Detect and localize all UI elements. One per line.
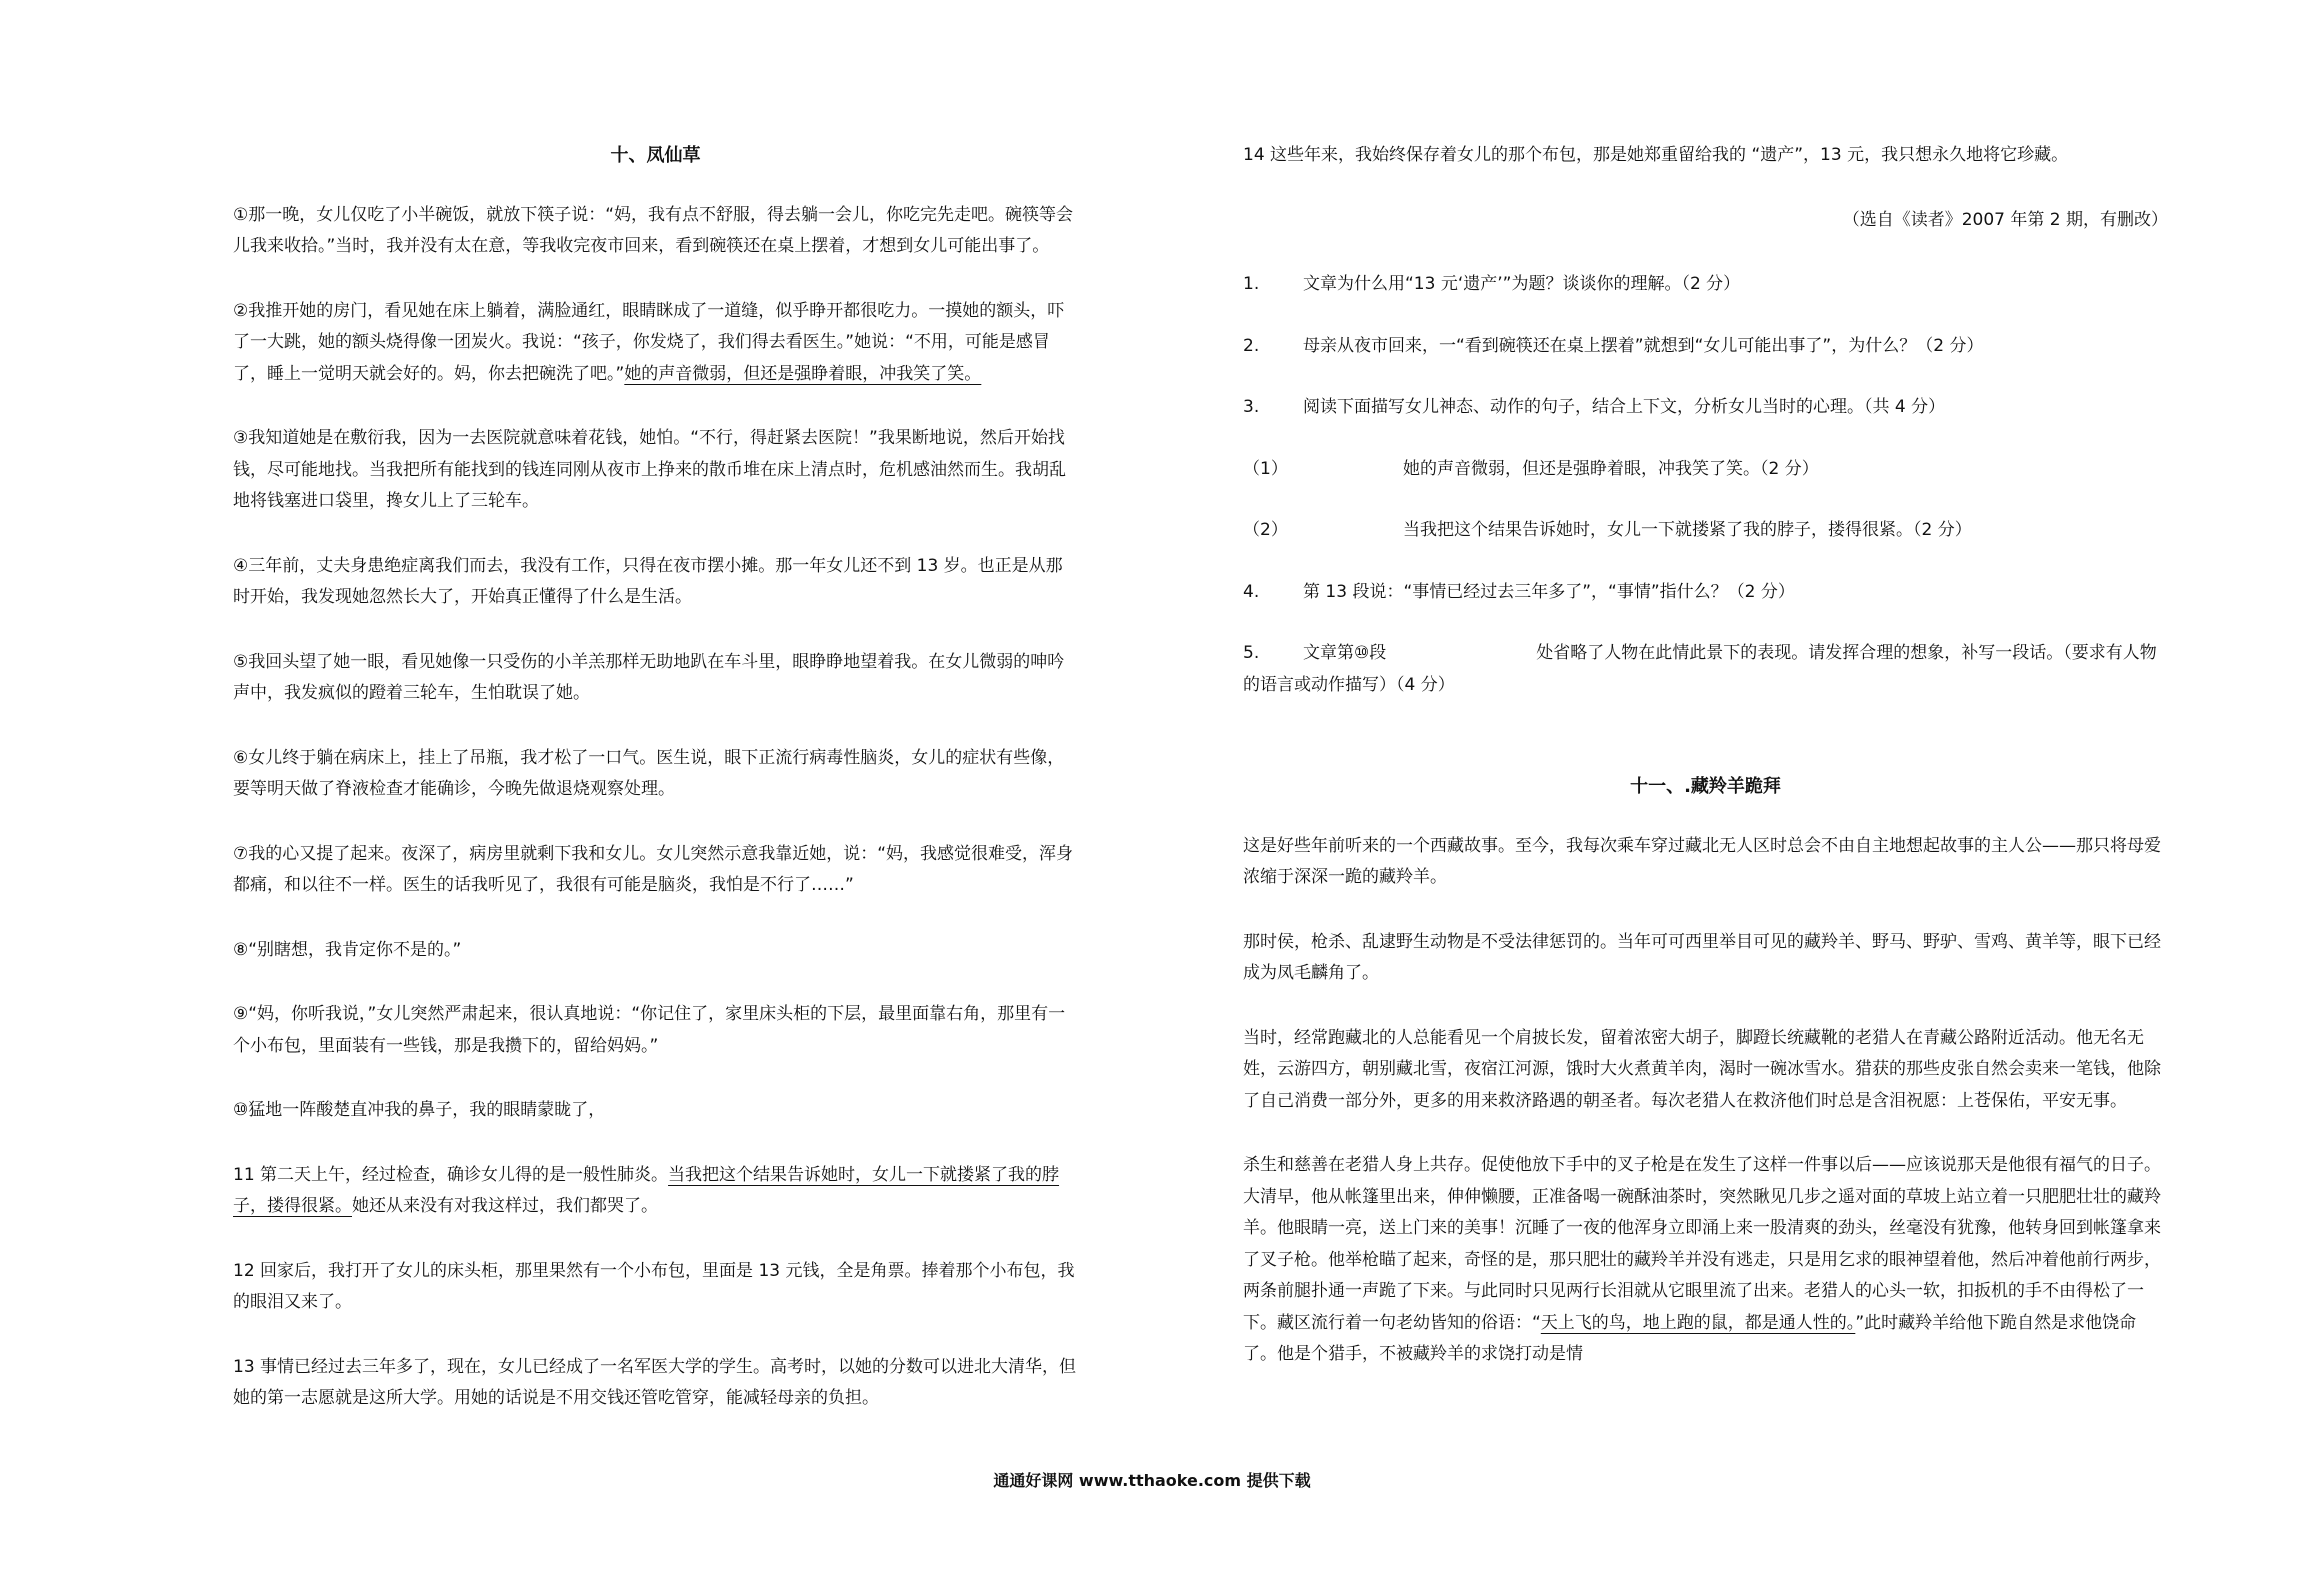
question-5-text-a: 文章第⑩段 [1303, 643, 1387, 663]
question-3-2 [1243, 515, 2168, 547]
paragraph-4: ④三年前，丈夫身患绝症离我们而去，我没有工作，只得在夜市摆小摊。那一年女儿还不到 13 岁。也正是从那时开始，我发现她忽然长大了，开始真正懂得了什么是生活。 [233, 555, 1063, 607]
underlined-sentence-2: 当我把这个结果告诉她时，女儿一下就搂紧了我的脖子，搂得很紧。 [233, 1164, 1060, 1216]
question-3 [1243, 392, 2168, 424]
source-citation: （选自《读者》2007 年第 2 期，有删改） [1842, 209, 2168, 230]
paragraph-6: ⑥女儿终于躺在病床上，挂上了吊瓶，我才松了一口气。医生说，眼下正流行病毒性脑炎，女儿的症状有些像，要等明天做了脊液检查才能确诊，今晚先做退烧观察处理。 [233, 747, 1065, 799]
question-3-1-text: 她的声音微弱，但还是强睁着眼，冲我笑了笑。（2 分） [1403, 458, 1819, 479]
paragraph-1: ①那一晚，女儿仅吃了小半碗饭，就放下筷子说：“妈，我有点不舒服，得去躺一会儿，你吃完先走吧。碗筷等会儿我来收拾。”当时，我并没有太在意，等我收完夜市回来，看到碗筷还在桌上摆着，才想到女儿可能出事了。 [233, 204, 1074, 256]
paragraph-8: ⑧“别瞎想，我肯定你不是的。” [233, 939, 462, 960]
question-1 [1243, 269, 2168, 301]
paragraph-11-text-c: 她还从来没有对我这样过，我们都哭了。 [352, 1196, 658, 1216]
story-paragraph-1: 这是好些年前听来的一个西藏故事。至今，我每次乘车穿过藏北无人区时总会不由自主地想起故事的主人公——那只将母爱浓缩于深深一跪的藏羚羊。 [1243, 835, 2161, 887]
story-paragraph-3: 当时，经常跑藏北的人总能看见一个肩披长发，留着浓密大胡子，脚蹬长统藏靴的老猎人在青藏公路附近活动。他无名无姓，云游四方，朝别藏北雪，夜宿江河源，饿时大火煮黄羊肉，渴时一碗冰雪水。猎获的那些皮张自然会卖来一笔钱，他除了自己消费一部分外，更多的用来救济路遇的朝圣者。每次老猎人在救济他们时总是含泪祝愿：上苍保佑，平安无事。 [1243, 1027, 2161, 1111]
paragraph-5: ⑤我回头望了她一眼，看见她像一只受伤的小羊羔那样无助地趴在车斗里，眼睁睁地望着我。在女儿微弱的呻吟声中，我发疯似的蹬着三轮车，生怕耽误了她。 [233, 651, 1065, 703]
question-3-text: 阅读下面描写女儿神态、动作的句子，结合上下文，分析女儿当时的心理。（共 4 分） [1303, 397, 1946, 417]
left-column [233, 140, 1078, 1448]
question-2-text: 母亲从夜市回来，一“看到碗筷还在桌上摆着”就想到“女儿可能出事了”，为什么？（2 分） [1303, 335, 1984, 356]
question-2-number: 2. [1243, 335, 1260, 356]
question-2 [1243, 331, 2168, 363]
story-paragraph-4-text-c: ”此时藏羚羊给他下跪自然是求他饶命了。他是个猎手，不被藏羚羊的求饶打动是情 [1243, 1312, 2137, 1364]
question-5 [1243, 638, 2168, 701]
question-5-text-b: 处省略了人物在此情此景下的表现。请发挥合理的想象，补写一段话。（要求有人物的语言或动作描写）（4 分） [1243, 643, 2157, 695]
question-4-number: 4. [1243, 581, 1260, 602]
question-4 [1243, 577, 2168, 609]
section-title-zanglingyang: 十一、.藏羚羊跪拜 [1630, 776, 1781, 797]
story-paragraph-4 [1243, 1150, 2168, 1371]
story-paragraph-2: 那时侯，枪杀、乱逮野生动物是不受法律惩罚的。当年可可西里举目可见的藏羚羊、野马、野驴、雪鸡、黄羊等，眼下已经成为凤毛麟角了。 [1243, 931, 2161, 983]
question-1-text: 文章为什么用“13 元‘遗产’”为题？谈谈你的理解。（2 分） [1303, 274, 1741, 294]
paragraph-13: 13 事情已经过去三年多了，现在，女儿已经成了一名军医大学的学生。高考时，以她的分数可以进北大清华，但她的第一志愿就是这所大学。用她的话说是不用交钱还管吃管穿，能减轻母亲的负担。 [233, 1356, 1077, 1408]
paragraph-11 [233, 1160, 1078, 1223]
paragraph-2-text: ②我推开她的房门，看见她在床上躺着，满脸通红，眼睛眯成了一道缝，似乎睁开都很吃力。一摸她的额头，吓了一大跳，她的额头烧得像一团炭火。我说：“孩子，你发烧了，我们得去看医生。”她说：“不用，可能是感冒了，睡上一觉明天就会好的。妈，你去把碗洗了吧。” [233, 300, 1065, 384]
question-3-1-number: （1） [1243, 458, 1288, 479]
paragraph-12: 12 回家后，我打开了女儿的床头柜，那里果然有一个小布包，里面是 13 元钱，全是角票。捧着那个小布包，我的眼泪又来了。 [233, 1260, 1075, 1312]
question-5-number: 5. [1243, 643, 1260, 663]
paragraph-7: ⑦我的心又提了起来。夜深了，病房里就剩下我和女儿。女儿突然示意我靠近她，说：“妈，我感觉很难受，浑身都痛，和以往不一样。医生的话我听见了，我很有可能是脑炎，我怕是不行了……” [233, 843, 1074, 895]
section-title-fengxiancao: 十、凤仙草 [610, 145, 701, 166]
question-1-number: 1. [1243, 274, 1260, 294]
story-paragraph-4-text-a: 杀生和慈善在老猎人身上共存。促使他放下手中的叉子枪是在发生了这样一件事以后——应该说那天是他很有福气的日子。大清早，他从帐篷里出来，伸伸懒腰，正准备喝一碗酥油茶时，突然瞅见几步之遥对面的草坡上站立着一只肥肥壮壮的藏羚羊。他眼睛一亮，送上门来的美事！沉睡了一夜的他浑身立即涌上来一股清爽的劲头，丝毫没有犹豫，他转身回到帐篷拿来了叉子枪。他举枪瞄了起来，奇怪的是，那只肥壮的藏羚羊并没有逃走，只是用乞求的眼神望着他，然后冲着他前行两步，两条前腿扑通一声跪了下来。与此同时只见两行长泪就从它眼里流了出来。老猎人的心头一软，扣扳机的手不由得松了一下。藏区流行着一句老幼皆知的俗语：“ [1243, 1155, 2161, 1333]
question-3-number: 3. [1243, 397, 1260, 417]
question-4-text: 第 13 段说：“事情已经过去三年多了”，“事情”指什么？（2 分） [1303, 581, 1795, 602]
paragraph-2 [233, 296, 1078, 391]
page-footer: 通通好课网 www.tthaoke.com 提供下载 [993, 1471, 1311, 1490]
underlined-sentence-1: 她的声音微弱，但还是强睁着眼，冲我笑了笑。 [624, 363, 982, 384]
paragraph-11-text-a: 11 第二天上午，经过检查，确诊女儿得的是一般性肺炎。 [233, 1164, 669, 1185]
paragraph-10: ⑩猛地一阵酸楚直冲我的鼻子，我的眼睛蒙眬了， [233, 1100, 606, 1120]
question-3-1 [1243, 454, 2168, 486]
question-3-2-text: 当我把这个结果告诉她时，女儿一下就搂紧了我的脖子，搂得很紧。（2 分） [1403, 520, 1972, 540]
paragraph-14: 14 这些年来，我始终保存着女儿的那个布包，那是她郑重留给我的 “遗产”，13 元，我只想永久地将它珍藏。 [1243, 145, 2069, 165]
question-3-2-number: （2） [1243, 520, 1288, 540]
paragraph-3: ③我知道她是在敷衍我，因为一去医院就意味着花钱，她怕。“不行，得赶紧去医院！”我果断地说，然后开始找钱，尽可能地找。当我把所有能找到的钱连同刚从夜市上挣来的散币堆在床上清点时，危机感油然而生。我胡乱地将钱塞进口袋里，搀女儿上了三轮车。 [233, 428, 1066, 511]
underlined-proverb: 天上飞的鸟，地上跑的鼠，都是通人性的。 [1540, 1312, 1856, 1333]
right-column [1243, 140, 2168, 1404]
paragraph-9: ⑨“妈，你听我说，”女儿突然严肃起来，很认真地说：“你记住了，家里床头柜的下层，最里面靠右角，那里有一个小布包，里面装有一些钱，那是我攒下的，留给妈妈。” [233, 1004, 1066, 1056]
